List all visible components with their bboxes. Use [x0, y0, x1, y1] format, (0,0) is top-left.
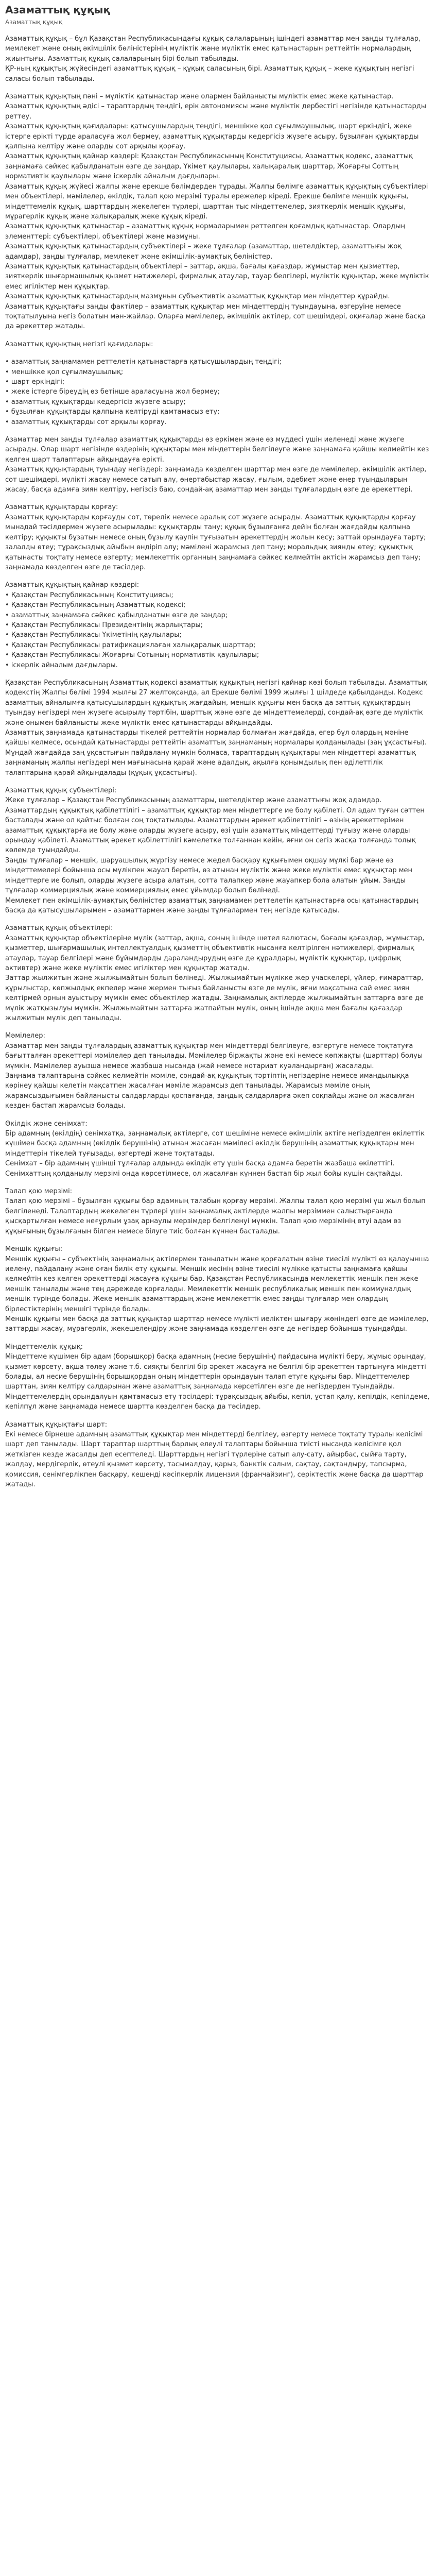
paragraph: Өкілдік және сенімхат: Бір адамның (өкілдің) сенімхатқа, заңнамалық актілерге, сот шешіміне немесе әкімшілік актіге негізделген өкілеттік күшімен басқа адамның (өкілдік берушінің) атынан жасаған мәмілесі өкілдік берушінің азаматтық құқықтары мен міндеттерін тікелей туғызады, өзгертеді және тоқтатады. Сенімхат – бір адамның үшінші тұлғалар алдында өкілдік ету үшін басқа адамға беретін жазбаша өкілеттігі. Сенімхаттың қолданылу мерзімі онда көрсетілмесе, ол жасалған күннен бастап бір жыл бойы күшін сақтайды.: [5, 1120, 425, 1178]
page-title: Азаматтық құқық: [5, 4, 111, 16]
paragraph: Азаматтық құқықтарды қорғау: Азаматтық құқықтарды қорғауды сот, төрелік немесе аралық сот жүзеге асырады. Азаматтық құқықтарды қорғау мынадай тәсілдермен жүзеге асырылады: құқықтарды тану; құқық бұзылғанға дейін болған жағдайды қалпына келтіру; құқықты бұзатын немесе оның бұзылу қаупін туғызатын әрекеттердің жолын кесу; заттай орындауға тарту; залалды өтеу; тұрақсыздық айыбын өндіріп алу; мәмілені жарамсыз деп тану; моральдық зиянды өтеу; құқықтық қатынасты тоқтату немесе өзгерту; мемлекеттік органның заңнамаға сәйкес келмейтін актісін жарамсыз деп тану; заңнамада көзделген өзге де тәсілдер.: [5, 503, 426, 571]
paragraph: Міндеттемелік құқық: Міндеттеме күшімен бір адам (борышқор) басқа адамның (несие берушінің) пайдасына мүлікті беру, жұмыс орындау, қызмет көрсету, ақша төлеу және т.б. сияқты белгілі бір әрекет жасауға не белгілі бір әрекеттен тартынуға міндетті болады, ал несие берушінің борышқордан оның міндеттерін орындауын талап етуге құқығы бар. Міндеттемелер шарттан, зиян келтіру салдарынан және азаматтық заңнамада көрсетілген өзге де негіздерден туындайды. Міндеттемелердің орындалуын қамтамасыз ету тәсілдері: тұрақсыздық айыбы, кепіл, ұстап қалу, кепілдік, кепілдеме, кепілпұл және заңнамада немесе шартта көзделген басқа да тәсілдер.: [5, 1343, 430, 1411]
paragraph: Азаматтық құқықтың негізгі қағидалары:: [5, 340, 153, 348]
bullet-list: Азаматтық құқықтың қайнар көздері: • Қазақстан Республикасының Конституциясы; • Қазақстан Республикасының Азаматтық кодексі; • азаматтық заңнамаға сәйкес қабылданатын өзге де заңдар; • Қазақстан Республикасы Президентінің жарлықтары; • Қазақстан Республикасы Үкіметінің қаулылары; • Қазақстан Республикасы ратификациялаған халықаралық шарттар; • Қазақстан Республикасы Жоғарғы Сотының нормативтік қаулылары; • іскерлік айналым дағдылары.: [5, 581, 259, 669]
paragraph: Азаматтық құқық субъектілері: Жеке тұлғалар – Қазақстан Республикасының азаматтары, шетелдіктер және азаматтығы жоқ адамдар. Азаматтардың құқықтық қабілеттілігі – азаматтық құқықтар мен міндеттерге ие болу қабілеті. Ол адам туған сәттен басталады және ол қайтыс болған соң тоқтатылады. Азаматтардың әрекет қабілеттілігі – өзінің әрекеттерімен азаматтық құқықтарға ие болу және оларды жүзеге асыру, өзі үшін азаматтық міндеттерді туғызу және оларды орындау қабілеті. Азаматтық әрекет қабілеттілігі кәмелетке толғаннан кейін, яғни он сегіз жасқа толғанда толық көлемде туындайды. Заңды тұлғалар – меншік, шаруашылық жүргізу немесе жедел басқару құқығымен оқшау мүлкі бар және өз міндеттемелері бойынша осы мүлікпен жауап беретін, өз атынан мүліктік және жеке мүліктік емес құқықтар мен міндеттерге ие болып, оларды жүзеге асыра алатын, сотта талапкер және жауапкер бола алатын ұйым. Заңды тұлғалар коммерциялық және коммерциялық емес ұйымдар болып бөлінеді. Мемлекет пен әкімшілік-аумақтық бөліністер азаматтық заңнамамен реттелетін қатынастарға осы қатынастардың басқа да қатысушыларымен – азаматтармен және заңды тұлғалармен тең негізде қатысады.: [5, 787, 425, 914]
page-subtitle: Азаматтық құқық: [5, 19, 63, 26]
paragraph: Қазақстан Республикасының Азаматтық кодексі азаматтық құқықтың негізгі қайнар көзі болып табылады. Азаматтық кодекстің Жалпы бөлімі 1994 жылғы 27 желтоқсанда, ал Ерекше бөлімі 1999 жылғы 1 шілдеде қабылданды. Кодекс азаматтық айналымға қатысушылардың құқықтық жағдайын, меншік құқығы мен басқа да заттық құқықтардың туындау негіздері мен жүзеге асырылу тәртібін, шарттық және өзге де міндеттемелерді, сондай-ақ өзге де мүліктік және онымен байланысты жеке мүліктік емес қатынастарды айқындайды. Азаматтық заңнамада қатынастарды тікелей реттейтін нормалар болмаған жағдайда, егер бұл олардың мәніне қайшы келмесе, осындай қатынастарды реттейтін азаматтық заңнаманың нормалары қолданылады (заң ұқсастығы). Мұндай жағдайда заң ұқсастығын пайдалану мүмкін болмаса, тараптардың құқықтары мен міндеттері азаматтық заңнаманың жалпы негіздері мен мағынасына қарай және адалдық, ақылға қонымдылық пен әділеттілік талаптарына қарай айқындалады (құқық ұқсастығы).: [5, 679, 428, 777]
article-body: [5, 34, 431, 1489]
bullet-list: • азаматтық заңнамамен реттелетін қатынастарға қатысушылардың теңдігі; • меншікке қол сұғылмаушылық; • шарт еркіндігі; • жеке істерге біреудің өз бетінше араласуына жол бермеу; • азаматтық құқықтарды кедергісіз жүзеге асыру; • бұзылған құқықтарды қалпына келтіруді қамтамасыз ету; • азаматтық құқықтарды сот арқылы қорғау.: [5, 358, 282, 426]
paragraph: Азаматтық құқық – бұл Қазақстан Республикасындағы құқық салаларының ішіндегі азаматтар мен заңды тұлғалар, мемлекет және оның әкімшілік бөліністерінің мүліктік және мүліктік емес қатынастарын реттейтін нормалардың жиынтығы. Азаматтық құқық салаларының бірі болып табылады. ҚР-ның құқықтық жүйесіндегі азаматтық құқық – құқық саласының бірі. Азаматтық құқық – жеке құқықтың негізгі саласы болып табылады.: [5, 35, 421, 83]
paragraph: Мәмілелер: Азаматтар мен заңды тұлғалардың азаматтық құқықтар мен міндеттерді белгілеуге, өзгертуге немесе тоқтатуға бағытталған әрекеттері мәмілелер деп танылады. Мәмілелер біржақты және екі немесе көпжақты (шарттар) болуы мүмкін. Мәмілелер ауызша немесе жазбаша нысанда (жай немесе нотариат куәландырған) жасалады. Заңнама талаптарына сәйкес келмейтін мәміле, сондай-ақ құқықтық тәртіптің негіздеріне немесе имандылыққа көрінеу қайшы келетін мақсатпен жасалған мәміле жарамсыз деп танылады. Жарамсыз мәміле оның жарамсыздығымен байланысты салдарларды қоспағанда, заңдық салдарларға әкеп соқпайды және ол жасалған кезден бастап жарамсыз болады.: [5, 1032, 423, 1110]
paragraph: Азаматтық құқықтағы шарт: Екі немесе бірнеше адамның азаматтық құқықтар мен міндеттерді белгілеу, өзгерту немесе тоқтату туралы келісімі шарт деп танылады. Шарт тараптар шарттың барлық елеулі талаптары бойынша тиісті нысанда келісімге қол жеткізген кезде жасалды деп есептеледі. Шарттардың негізгі түрлеріне сатып алу-сату, айырбас, сыйға тарту, жалдау, мердігерлік, өтеулі қызмет көрсету, тасымалдау, қарыз, банктік салым, сақтау, сақтандыру, тапсырма, комиссия, сенімгерлікпен басқару, кешенді кәсіпкерлік лицензия (франчайзинг), серіктестік және басқа да шарттар жатады.: [5, 1420, 424, 1489]
paragraph: Азаматтық құқықтың пәні – мүліктік қатынастар және олармен байланысты мүліктік емес жеке қатынастар. Азаматтық құқықтың әдісі – тараптардың теңдігі, ерік автономиясы және мүліктік дербестігі негізінде қатынастарды реттеу. Азаматтық құқықтың қағидалары: қатысушылардың теңдігі, меншікке қол сұғылмаушылық, шарт еркіндігі, жеке істерге ерікті түрде араласуға жол бермеу, азаматтық құқықтарды кедергісіз жүзеге асыру, бұзылған құқықтарды қалпына келтіру және оларды сот арқылы қорғау. Азаматтық құқықтың қайнар көздері: Қазақстан Республикасының Конституциясы, Азаматтық кодекс, азаматтық заңнамаға сәйкес қабылданатын өзге де заңдар, Үкімет қаулылары, халықаралық шарттар, Жоғарғы Соттың нормативтік қаулылары және іскерлік айналым дағдылары. Азаматтық құқық жүйесі жалпы және ерекше бөлімдерден тұрады. Жалпы бөлімге азаматтық құқықтың субъектілері мен объектілері, мәмілелер, өкілдік, талап қою мерзімі туралы ережелер кіреді. Ерекше бөлімге меншік құқығы, міндеттемелік құқық, шарттардың жекелеген түрлері, шарттан тыс міндеттемелер, зияткерлік меншік құқығы, мұрагерлік құқық және халықаралық жеке құқық кіреді. Азаматтық құқықтық қатынастар – азаматтық құқық нормаларымен реттелген қоғамдық қатынастар. Олардың элементтері: субъектілері, объектілері және мазмұны. Азаматтық құқықтық қатынастардың субъектілері – жеке тұлғалар (азаматтар, шетелдіктер, азаматтығы жоқ адамдар), заңды тұлғалар, мемлекет және әкімшілік-аумақтық бөліністер. Азаматтық құқықтық қатынастардың объектілері – заттар, ақша, бағалы қағаздар, жұмыстар мен қызметтер, зияткерлік шығармашылық қызмет нәтижелері, фирмалық атаулар, тауар белгілері, мүліктік құқықтар, жеке мүліктік емес игіліктер мен құқықтар. Азаматтық құқықтық қатынастардың мазмұнын субъективтік азаматтық құқықтар мен міндеттер құрайды. Азаматтық құқықтағы заңды фактілер – азаматтық құқықтар мен міндеттердің туындауына, өзгеруіне немесе тоқтатылуына негіз болатын мән-жайлар. Оларға мәмілелер, әкімшілік актілер, сот шешімдері, оқиғалар және басқа да әрекеттер жатады.: [5, 93, 429, 331]
paragraph: Азаматтық құқық объектілері: Азаматтық құқықтар объектілеріне мүлік (заттар, ақша, соның ішінде шетел валютасы, бағалы қағаздар, жұмыстар, қызметтер, шығармашылық интеллектуалдық қызметтің объективтік нысанға келтірілген нәтижелері, фирмалық атаулар, тауар белгілері және бұйымдарды дараландырудың өзге де құралдары, мүліктік құқықтар, цифрлық активтер) және жеке мүліктік емес игіліктер мен құқықтар жатады. Заттар жылжитын және жылжымайтын болып бөлінеді. Жылжымайтын мүлікке жер учаскелері, үйлер, ғимараттар, құрылыстар, көпжылдық екпелер және жермен тығыз байланысты өзге де мүлік, яғни мақсатына сай емес зиян келтірмей орнын ауыстыру мүмкін емес объектілер жатады. Заңнамалық актілерде жылжымайтын заттарға өзге де мүлік жатқызылуы мүмкін. Жылжымайтын заттарға жатпайтын мүлік, оның ішінде ақша мен бағалы қағаздар жылжитын мүлік деп танылады.: [5, 924, 425, 1022]
paragraph: Меншік құқығы: Меншік құқығы – субъектінің заңнамалық актілермен танылатын және қорғалатын өзіне тиесілі мүлікті өз қалауынша иелену, пайдалану және оған билік ету құқығы. Меншік иесінің өзіне тиесілі мүлікке қатысты заңнамаға қайшы келмейтін кез келген әрекеттерді жасауға құқығы бар. Қазақстан Республикасында мемлекеттік меншік пен жеке меншік танылады және тең дәрежеде қорғалады. Мемлекеттік меншік республикалық меншік пен коммуналдық меншік түрінде болады. Жеке меншік азаматтардың және мемлекеттік емес заңды тұлғалар мен олардың бірлестіктерінің меншігі түрінде болады. Меншік құқығы мен басқа да заттық құқықтар шарттар немесе мүлікті иеліктен шығару жөніндегі өзге де мәмілелер, заттарды жасау, мұрагерлік, жекешелендіру және заңнамада көзделген өзге де негіздер бойынша туындайды.: [5, 1245, 429, 1333]
paragraph: Азаматтар мен заңды тұлғалар азаматтық құқықтарды өз еркімен және өз мүддесі үшін иеленеді және жүзеге асырады. Олар шарт негізінде өздерінің құқықтары мен міндеттерін белгілеуге және заңнамаға қайшы келмейтін кез келген шарт талаптарын айқындауға ерікті. Азаматтық құқықтардың туындау негіздері: заңнамада көзделген шарттар мен өзге де мәмілелер, әкімшілік актілер, сот шешімдері, мүлікті жасау немесе сатып алу, өнертабыстар жасау, ғылым, әдебиет және өнер туындыларын жасау, басқа адамға зиян келтіру, негізсіз баю, сондай-ақ азаматтар мен заңды тұлғалардың өзге де әрекеттері.: [5, 436, 429, 494]
paragraph: Талап қою мерзімі: Талап қою мерзімі – бұзылған құқығы бар адамның талабын қорғау мерзімі. Жалпы талап қою мерзімі үш жыл болып белгіленеді. Талаптардың жекелеген түрлері үшін заңнамалық актілерде жалпы мерзіммен салыстырғанда қысқартылған немесе неғұрлым ұзақ арнаулы мерзімдер белгіленуі мүмкін. Талап қою мерзімінің өтуі адам өз құқығының бұзылғанын білген немесе білуге тиіс болған күннен басталады.: [5, 1188, 426, 1235]
